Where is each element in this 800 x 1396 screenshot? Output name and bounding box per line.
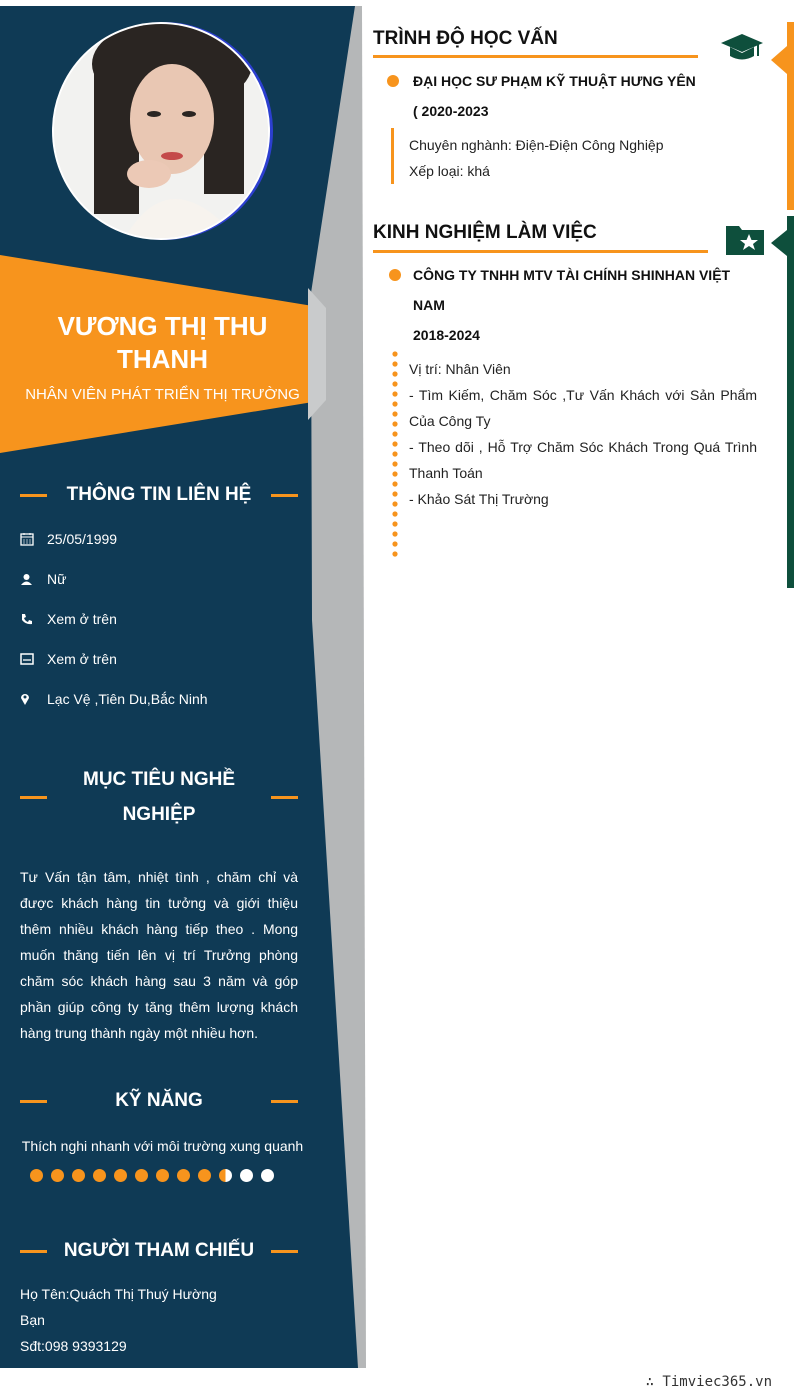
heading-dash — [20, 796, 47, 799]
experience-duty: - Khảo Sát Thị Trường — [409, 491, 549, 507]
reference-relation: Bạn — [20, 1312, 45, 1328]
gender-text: Nữ — [47, 571, 67, 587]
heading-dash — [20, 1250, 47, 1253]
edu-edge-bar — [787, 22, 794, 210]
skills-heading: KỸ NĂNG — [115, 1090, 203, 1111]
education-school: ĐẠI HỌC SƯ PHẠM KỸ THUẬT HƯNG YÊN — [413, 73, 696, 89]
skill-name: Thích nghi nhanh với môi trường xung quanh — [21, 1138, 304, 1154]
experience-timeline-dots — [391, 350, 399, 562]
profile-photo — [52, 22, 270, 240]
rating-dot-filled — [156, 1169, 169, 1182]
email-icon — [20, 651, 47, 667]
calendar-icon — [20, 531, 47, 547]
location-icon — [20, 691, 47, 707]
rating-dot-filled — [93, 1169, 106, 1182]
education-underline — [373, 55, 698, 58]
heading-dash — [20, 494, 47, 497]
objective-heading-block — [20, 762, 298, 832]
rating-dot-filled — [51, 1169, 64, 1182]
email-text: Xem ở trên — [47, 651, 117, 667]
contact-phone — [20, 611, 280, 627]
rating-dot-filled — [114, 1169, 127, 1182]
graduation-cap-icon — [720, 32, 764, 69]
contact-address — [20, 691, 280, 707]
heading-dash — [20, 1100, 47, 1103]
contact-heading: THÔNG TIN LIÊN HỆ — [66, 484, 252, 505]
education-heading: TRÌNH ĐỘ HỌC VẤN — [373, 28, 558, 49]
exp-edge-arrow — [771, 230, 787, 256]
birthday-text: 25/05/1999 — [47, 531, 118, 547]
experience-duty: - Theo dõi , Hỗ Trợ Chăm Sóc Khách Trong Quá Trình Thanh Toán — [409, 439, 757, 481]
phone-text: Xem ở trên — [47, 611, 117, 627]
reference-name: Họ Tên:Quách Thị Thuý Hường — [20, 1286, 217, 1302]
user-icon — [20, 571, 47, 587]
experience-position: Vị trí: Nhân Viên — [409, 361, 511, 377]
star-folder-icon — [725, 222, 765, 261]
objective-heading: MỤC TIÊU NGHỀ NGHIỆP — [83, 769, 235, 825]
contact-gender — [20, 571, 280, 587]
education-years: ( 2020-2023 — [413, 103, 489, 119]
heading-dash — [271, 1100, 298, 1103]
skill-rating — [30, 1169, 274, 1182]
reference-phone: Sđt:098 9393129 — [20, 1338, 127, 1354]
experience-duty: - Tìm Kiếm, Chăm Sóc ,Tư Vấn Khách với Sản Phẩm Của Công Ty — [409, 387, 757, 429]
rating-dot-half — [219, 1169, 232, 1182]
rating-dot-filled — [72, 1169, 85, 1182]
rating-dot-filled — [177, 1169, 190, 1182]
edu-edge-arrow — [771, 46, 787, 74]
contact-email — [20, 651, 280, 667]
experience-years: 2018-2024 — [413, 327, 480, 343]
experience-bullet — [389, 269, 401, 281]
rating-dot-filled — [135, 1169, 148, 1182]
heading-dash — [271, 494, 298, 497]
experience-underline — [373, 250, 708, 253]
education-timeline-bar — [391, 128, 394, 184]
experience-company-line2: NAM — [413, 297, 445, 313]
address-text: Lạc Vệ ,Tiên Du,Bắc Ninh — [47, 691, 208, 707]
rating-dot-filled — [30, 1169, 43, 1182]
exp-edge-bar — [787, 216, 794, 588]
reference-heading-block — [20, 1240, 298, 1262]
rating-dot-empty — [240, 1169, 253, 1182]
education-bullet — [387, 75, 399, 87]
heading-dash — [271, 1250, 298, 1253]
education-major: Chuyên nghành: Điện-Điện Công Nghiệp — [409, 137, 664, 153]
candidate-job-title: NHÂN VIÊN PHÁT TRIỂN THỊ TRƯỜNG — [25, 386, 300, 403]
reference-heading: NGƯỜI THAM CHIẾU — [63, 1240, 255, 1261]
objective-text: Tư Vấn tận tâm, nhiệt tình , chăm chỉ và được khách hàng tin tưởng và giới thiệu thêm nhiều khách hàng tiếp theo . Mong muốn thăng tiến lên vị trí Trưởng phòng chăm sóc khách hàng sau 3 năm và góp phần giúp công ty tăng thêm lượng khách hàng trung thành ngày một nhiều hơn. — [20, 869, 298, 1041]
skills-heading-block — [20, 1090, 298, 1112]
footer-brand[interactable]: ∴ Timviec365.vn — [645, 1374, 772, 1390]
rating-dot-empty — [261, 1169, 274, 1182]
experience-heading: KINH NGHIỆM LÀM VIỆC — [373, 222, 597, 243]
candidate-name: VƯƠNG THỊ THU THANH — [57, 311, 268, 374]
education-grade: Xếp loại: khá — [409, 163, 490, 179]
phone-icon — [20, 611, 47, 627]
experience-company-line1: CÔNG TY TNHH MTV TÀI CHÍNH SHINHAN VIỆT — [413, 267, 731, 283]
rating-dot-filled — [198, 1169, 211, 1182]
contact-heading-block — [20, 484, 298, 506]
heading-dash — [271, 796, 298, 799]
contact-birthday — [20, 531, 280, 547]
